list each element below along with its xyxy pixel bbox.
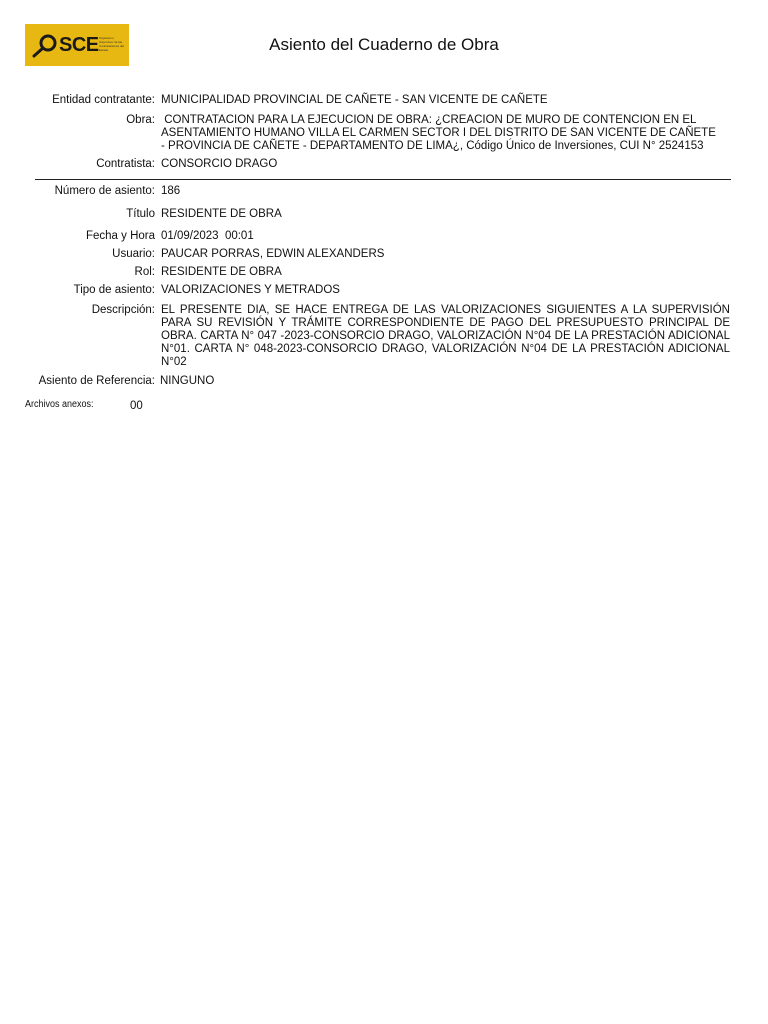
rol-value: RESIDENTE DE OBRA <box>161 266 282 278</box>
entidad-value: MUNICIPALIDAD PROVINCIAL DE CAÑETE - SAN VICENTE DE CAÑETE <box>161 94 548 106</box>
referencia-value: NINGUNO <box>160 375 215 387</box>
archivos-label: Archivos anexos: <box>25 399 94 410</box>
contratista-label: Contratista: <box>96 158 155 170</box>
titulo-label: Título <box>126 208 155 220</box>
document-title: Asiento del Cuaderno de Obra <box>269 35 499 54</box>
obra-line: CONTRATACION PARA LA EJECUCION DE OBRA: ¿CREACION DE MURO DE CONTENCION EN EL <box>161 114 697 126</box>
entidad-label: Entidad contratante: <box>52 94 155 106</box>
obra-label: Obra: <box>126 114 155 126</box>
contratista-value: CONSORCIO DRAGO <box>161 158 278 170</box>
tipo-label: Tipo de asiento: <box>73 284 155 296</box>
divider <box>35 179 731 180</box>
obra-value <box>161 114 730 153</box>
usuario-value: PAUCAR PORRAS, EDWIN ALEXANDERS <box>161 248 385 260</box>
descripcion-label: Descripción: <box>91 304 155 316</box>
logo-text: SCE <box>59 34 99 56</box>
fecha-value: 01/09/2023 00:01 <box>161 230 254 242</box>
numero-value: 186 <box>161 185 181 197</box>
fecha-label: Fecha y Hora <box>85 230 155 242</box>
tipo-value: VALORIZACIONES Y METRADOS <box>161 284 340 296</box>
obra-line: ASENTAMIENTO HUMANO VILLA EL CARMEN SECTOR I DEL DISTRITO DE SAN VICENTE DE CAÑETE <box>161 127 716 139</box>
referencia-label: Asiento de Referencia: <box>38 375 155 387</box>
logo-subtext: Organismo Supervisor de las Contrataciones del Estado <box>99 36 125 52</box>
titulo-value: RESIDENTE DE OBRA <box>161 208 282 220</box>
archivos-value: 00 <box>130 400 143 412</box>
rol-label: Rol: <box>134 266 155 278</box>
numero-label: Número de asiento: <box>54 185 155 197</box>
descripcion-value: EL PRESENTE DIA, SE HACE ENTREGA DE LAS VALORIZACIONES SIGUIENTES A LA SUPERVISIÓN PARA SU REVISIÓN Y TRÁMITE CORRESPONDIENTE DE PAGO DEL PRESUPUESTO PRINCIPAL DE OBRA. CARTA N° 047 -2023-CONSORCIO DRAGO, VALORIZACIÓN N°04 DE LA PRESTACIÓN ADICIONAL N°01. CARTA N° 048-2023-CONSORCIO DRAGO, VALORIZACIÓN N°04 DE LA PRESTACIÓN ADICIONAL N°02 <box>161 304 730 368</box>
obra-line: - PROVINCIA DE CAÑETE - DEPARTAMENTO DE LIMA¿, Código Único de Inversiones, CUI N° 2524153 <box>161 140 704 152</box>
usuario-label: Usuario: <box>112 248 155 260</box>
